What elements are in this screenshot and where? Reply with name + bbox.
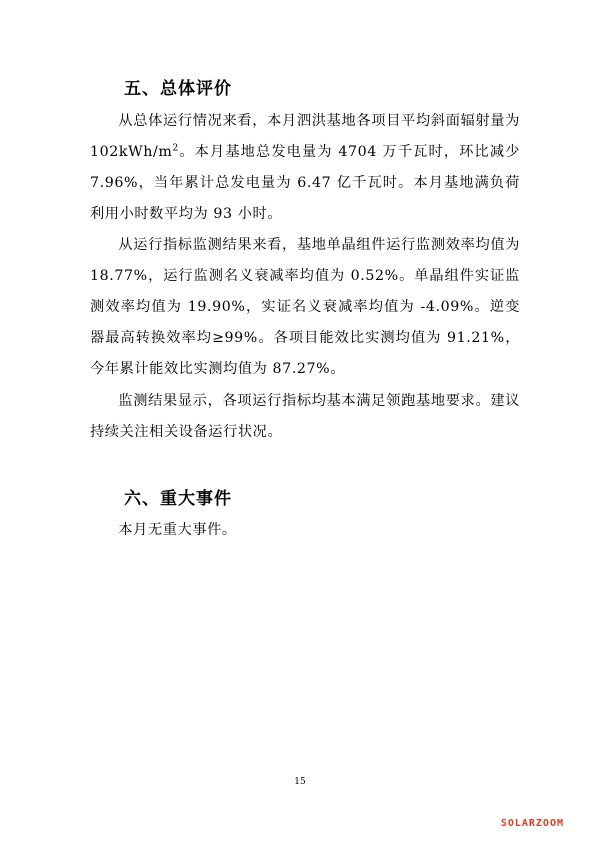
paragraph-radiation-generation [90,106,520,230]
paragraph-monitoring-results: 从运行指标监测结果来看，基地单晶组件运行监测效率均值为 18.77%，运行监测名义衰减率均值为 0.52%。单晶组件实证监测效率均值为 19.90%，实证名义衰减率均值为 -4.09%。逆变器最高转换效率均≥99%。各项目能效比实测均值为 91.21%，今年累计能效比实测均值为 87.27%。 [90,237,520,377]
section-heading-overall-evaluation: 五、总体评价 [124,79,232,99]
paragraph-text-part: 。本月基地总发电量为 4704 万千瓦时，环比减少 7.96%，当年累计总发电量为 6.47 亿千瓦时。本月基地满负荷利用小时数平均为 93 小时。 [90,144,520,222]
paragraph-conclusion: 监测结果显示，各项运行指标均基本满足领跑基地要求。建议持续关注相关设备运行状况。 [90,393,520,440]
paragraph-no-events: 本月无重大事件。 [118,522,237,538]
solarzoom-watermark-logo: SOLARZOOM [500,818,564,829]
paragraph-text-part: 从总体运行情况来看，本月泗洪基地各项目平均斜面辐射量为 102kWh/m [90,113,520,160]
page-number: 15 [294,777,306,787]
section-heading-major-events: 六、重大事件 [124,489,232,509]
superscript-two: 2 [172,143,179,154]
